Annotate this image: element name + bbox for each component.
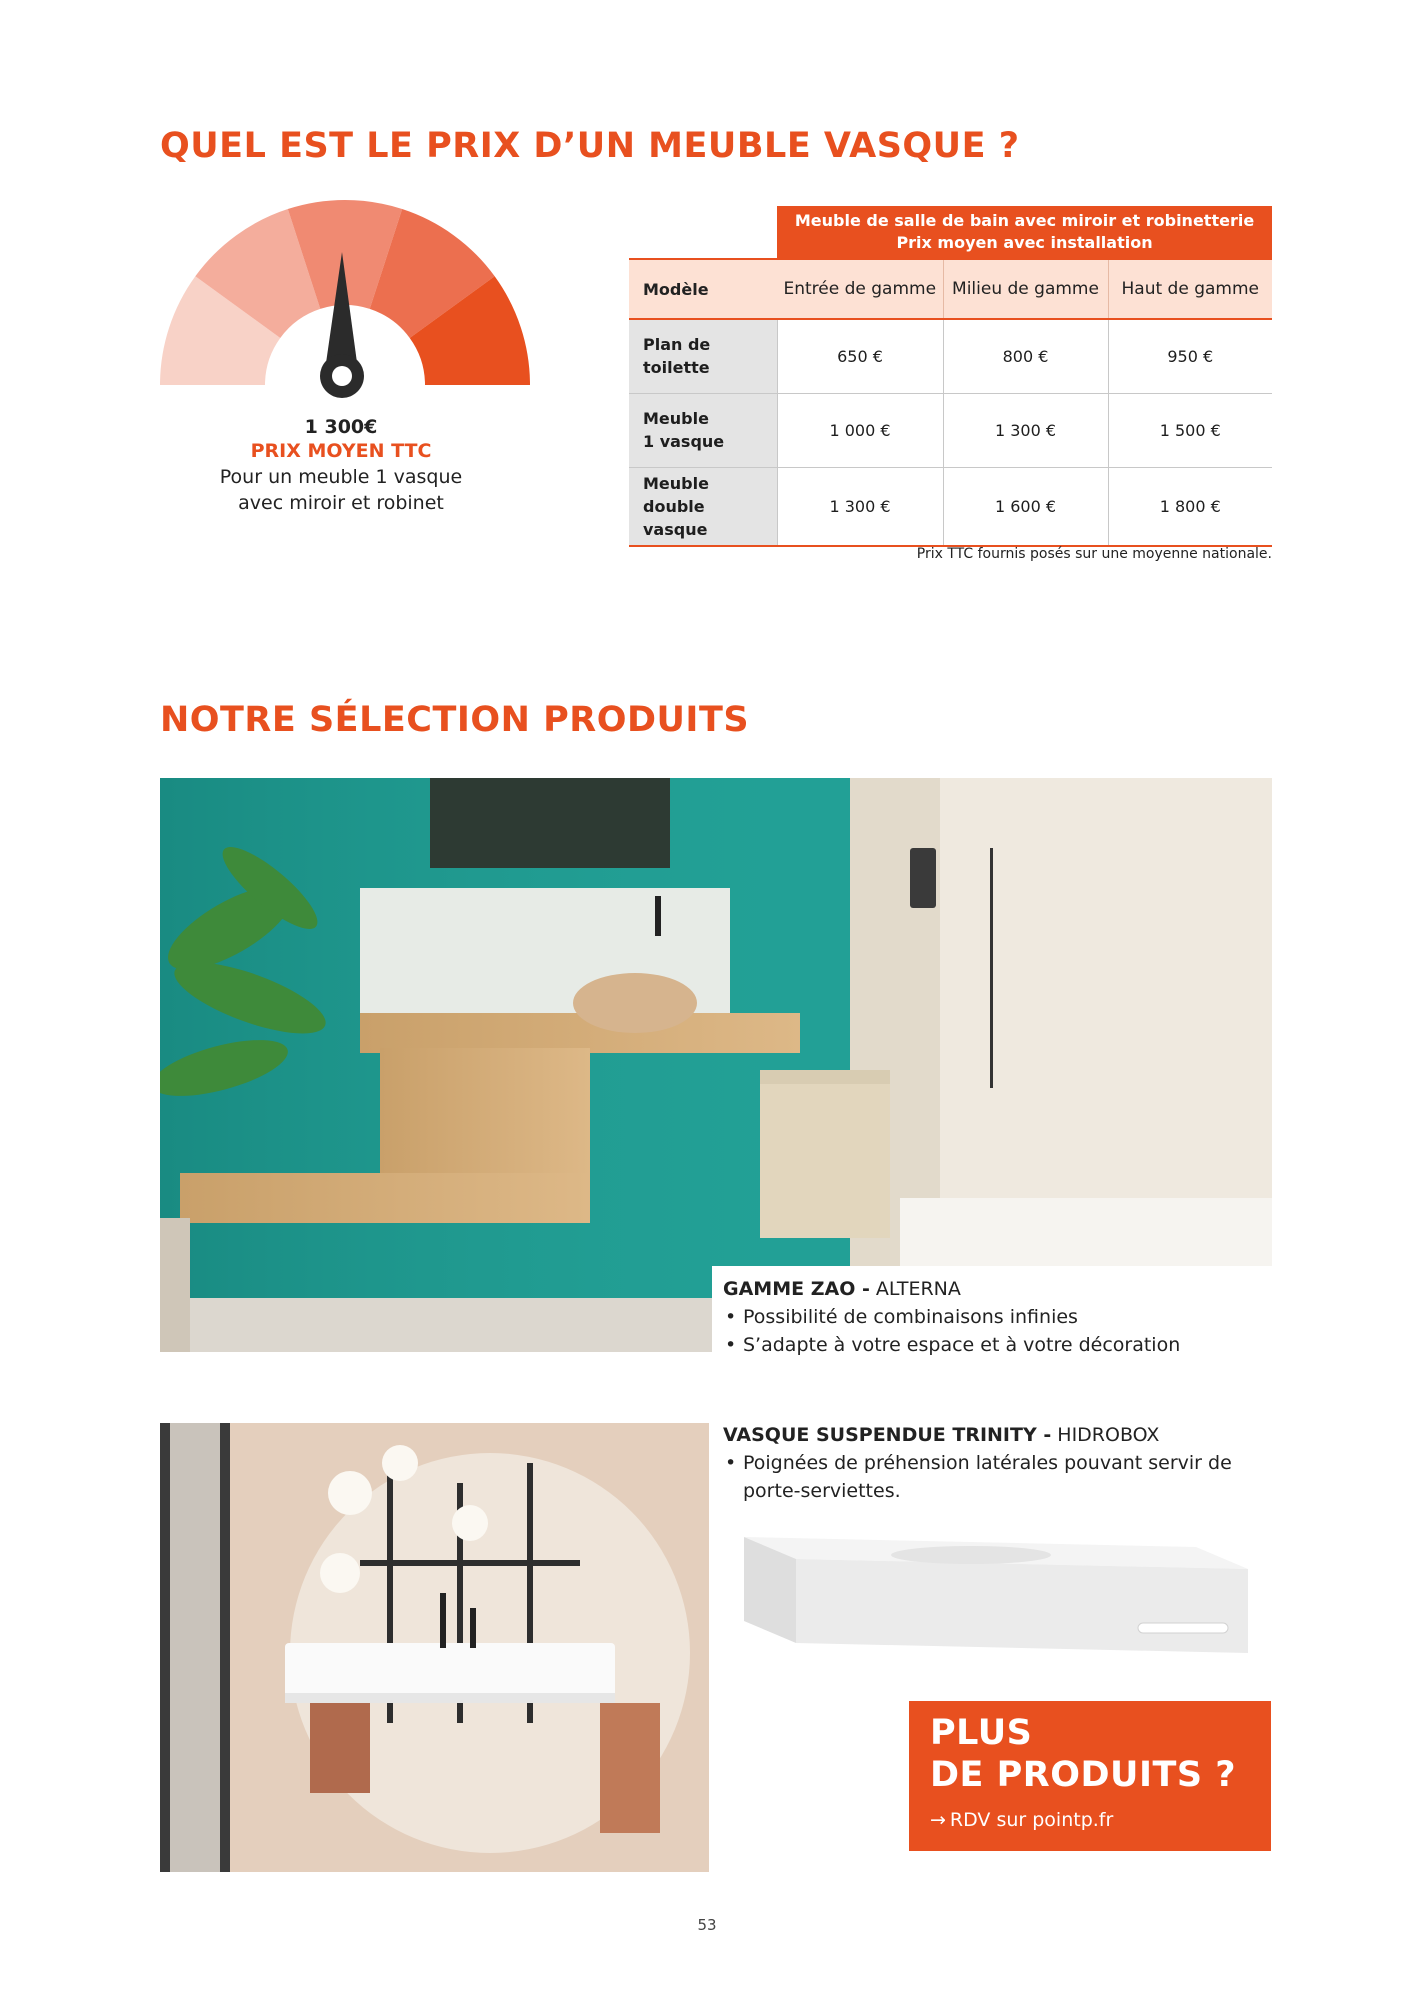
- basin-product-image: [736, 1525, 1256, 1675]
- column-header-high: Haut de gamme: [1108, 259, 1272, 319]
- price-cell: 1 300 €: [777, 467, 943, 546]
- product-name: GAMME ZAO -: [723, 1278, 870, 1300]
- price-cell: 1 000 €: [777, 393, 943, 467]
- column-header-mid: Milieu de gamme: [943, 259, 1108, 319]
- row-label: Meuble double vasque: [629, 467, 777, 546]
- table-row: [629, 319, 1272, 393]
- price-table: [629, 206, 1272, 547]
- row-label: Plan de toilette: [629, 319, 777, 393]
- column-header-model: Modèle: [629, 259, 777, 319]
- feature-item: • Poignées de préhension latérales pouvant servir de porte-serviettes.: [723, 1449, 1232, 1505]
- table-row: [629, 467, 1272, 546]
- product-brand: HIDROBOX: [1057, 1424, 1160, 1446]
- more-products-cta[interactable]: [909, 1701, 1271, 1851]
- feature-item: • S’adapte à votre espace et à votre décoration: [723, 1331, 1180, 1359]
- price-cell: 650 €: [777, 319, 943, 393]
- column-header-entry: Entrée de gamme: [777, 259, 943, 319]
- product-features-trinity: [723, 1449, 1232, 1505]
- section-title-price: QUEL EST LE PRIX D’UN MEUBLE VASQUE ?: [160, 126, 1020, 166]
- cta-link[interactable]: [930, 1809, 1113, 1831]
- feature-item: • Possibilité de combinaisons infinies: [723, 1303, 1180, 1331]
- bathroom-photo-trinity: [160, 1423, 709, 1872]
- product-features-zao: [723, 1303, 1180, 1359]
- section-title-products: NOTRE SÉLECTION PRODUITS: [160, 700, 750, 740]
- gauge-pivot-hole: [332, 366, 352, 386]
- gauge-desc-line1: Pour un meuble 1 vasque: [219, 466, 463, 488]
- average-price: 1 300€: [304, 416, 378, 438]
- cta-line2: DE PRODUITS ?: [930, 1755, 1237, 1795]
- price-cell: 1 500 €: [1108, 393, 1272, 467]
- page-number: 53: [697, 1916, 717, 1934]
- price-cell: 1 600 €: [943, 467, 1108, 546]
- gauge-caption: [160, 416, 522, 516]
- gauge-desc-line2: avec miroir et robinet: [238, 492, 444, 514]
- arrow-right-icon: →: [930, 1809, 946, 1831]
- group-header-title: Meuble de salle de bain avec miroir et robinetterie: [794, 211, 1255, 230]
- product-title-zao: [723, 1278, 961, 1300]
- product-title-trinity: [723, 1424, 1159, 1446]
- average-price-label: PRIX MOYEN TTC: [250, 440, 432, 462]
- row-label: Meuble 1 vasque: [629, 393, 777, 467]
- table-corner: [629, 206, 777, 259]
- product-name: VASQUE SUSPENDUE TRINITY -: [723, 1424, 1052, 1446]
- table-footnote: Prix TTC fournis posés sur une moyenne nationale.: [916, 546, 1272, 562]
- price-cell: 950 €: [1108, 319, 1272, 393]
- table-group-header: [777, 206, 1272, 259]
- price-cell: 800 €: [943, 319, 1108, 393]
- gauge-description: [160, 464, 522, 516]
- price-cell: 1 300 €: [943, 393, 1108, 467]
- price-cell: 1 800 €: [1108, 467, 1272, 546]
- group-header-subtitle: Prix moyen avec installation: [896, 233, 1153, 252]
- price-gauge: [150, 200, 540, 400]
- cta-link-text: RDV sur pointp.fr: [949, 1809, 1114, 1831]
- cta-line1: PLUS: [930, 1713, 1033, 1753]
- product-brand: ALTERNA: [875, 1278, 961, 1300]
- table-row: [629, 393, 1272, 467]
